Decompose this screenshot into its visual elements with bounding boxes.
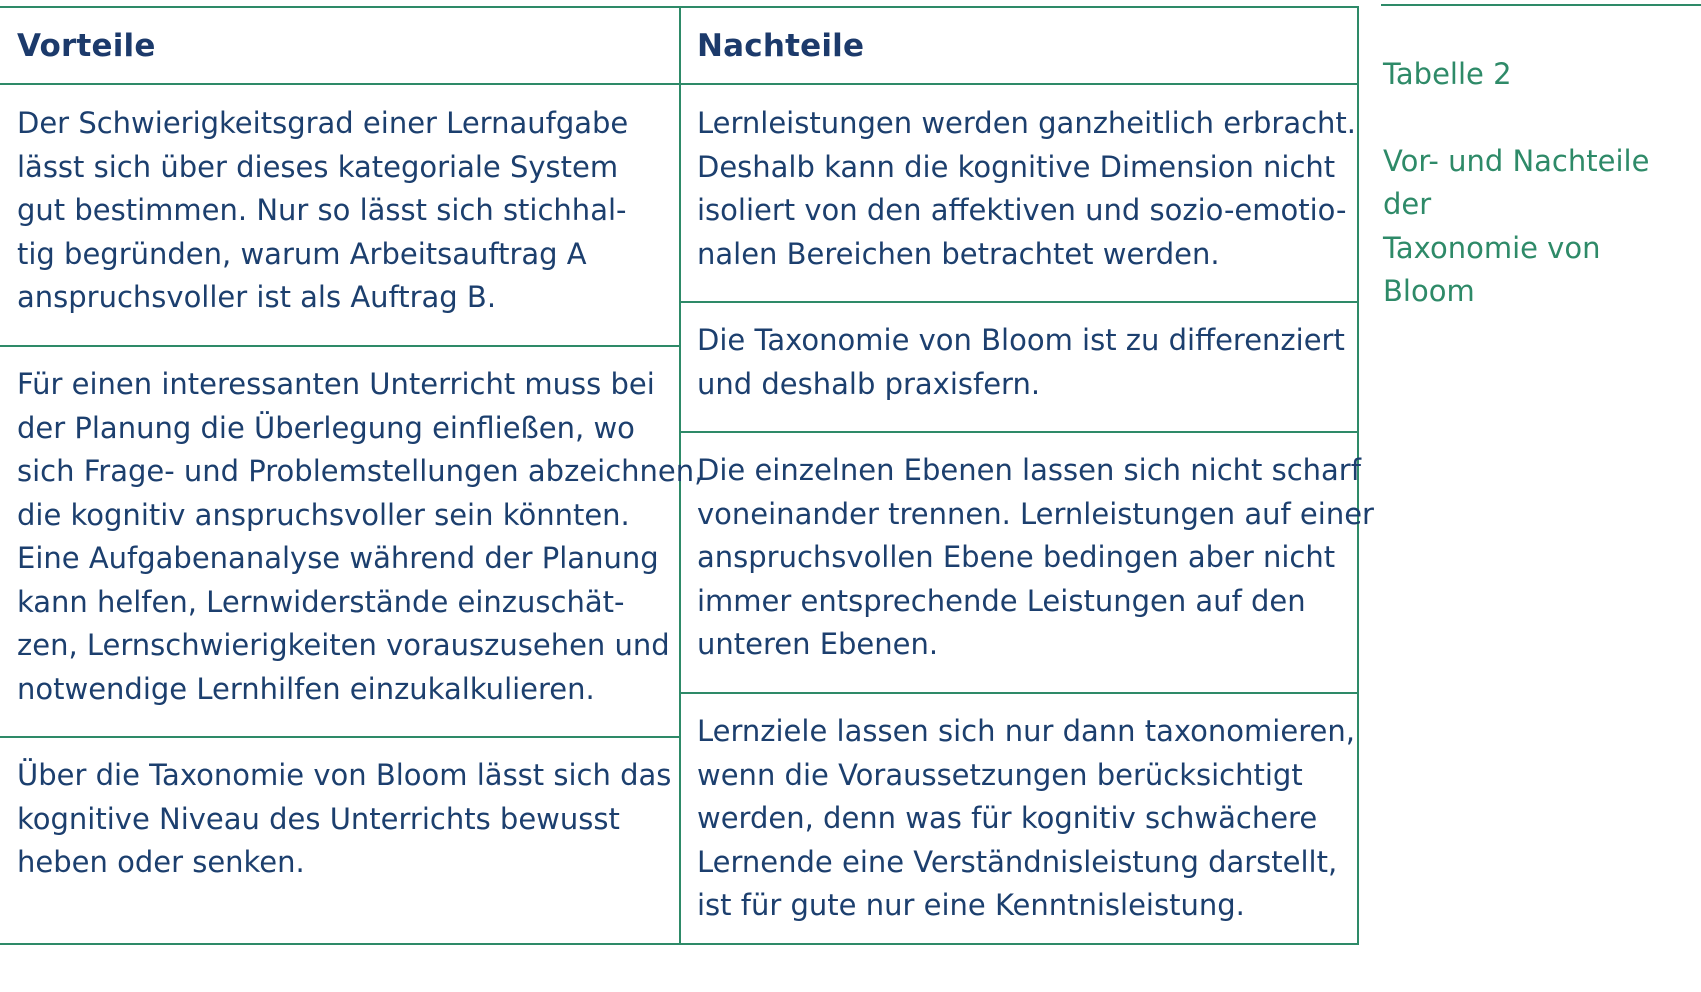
disadvantage-cell-1: Lernleistungen werden ganzheitlich erbracht. Deshalb kann die kognitive Dimension nicht isoliert von den affektiven und sozio-emotio- nalen Bereichen betrachtet werden. xyxy=(697,106,1357,271)
disadvantage-cell-2: Die Taxonomie von Bloom ist zu differenziert und deshalb praxisfern. xyxy=(697,323,1345,401)
header-advantages: Vorteile xyxy=(17,28,156,64)
row-separator-left-2 xyxy=(0,736,680,738)
header-separator-right xyxy=(680,83,1359,85)
disadvantage-cell-3: Die einzelnen Ebenen lassen sich nicht scharf voneinander trennen. Lernleistungen auf einer anspruchsvollen Ebene bedingen aber nicht immer entsprechende Leistungen auf den unteren Ebenen. xyxy=(697,453,1374,661)
caption-title: Vor- und Nachteile der Taxonomie von Bloom xyxy=(1383,143,1650,308)
advantage-cell-1: Der Schwierigkeitsgrad einer Lernaufgabe lässt sich über dieses kategoriale System gut bestimmen. Nur so lässt sich stichhal- tig begründen, warum Arbeitsauftrag A anspruchsvoller ist als Auftrag B. xyxy=(17,106,629,314)
disadvantage-cell-4: Lernziele lassen sich nur dann taxonomieren, wenn die Voraussetzungen berücksichtigt werden, denn was für kognitiv schwächere Lernende eine Verständnisleistung darstellt, ist für gute nur eine Kenntnisleistung. xyxy=(697,714,1355,922)
caption-label: Tabelle 2 xyxy=(1383,56,1512,91)
header-disadvantages: Nachteile xyxy=(697,28,865,64)
row-separator-right-2 xyxy=(680,431,1359,433)
header-separator-left xyxy=(0,83,680,85)
advantage-cell-3: Über die Taxonomie von Bloom lässt sich das kognitive Niveau des Unterrichts bewusst heben oder senken. xyxy=(17,758,672,879)
table-caption xyxy=(1383,9,1701,357)
advantage-cell-2: Für einen interessanten Unterricht muss bei der Planung die Überlegung einfließen, wo sich Frage- und Problemstellungen abzeichnen, die kognitiv anspruchsvoller sein könnten. Eine Aufgabenanalyse während der Planung kann helfen, Lernwiderstände einzuschät- zen, Lernschwierigkeiten vorauszusehen und notwendige Lernhilfen einzukalkulieren. xyxy=(17,367,704,706)
caption-rule xyxy=(1381,4,1701,6)
row-separator-right-1 xyxy=(680,301,1359,303)
row-separator-right-3 xyxy=(680,692,1359,694)
row-separator-left-1 xyxy=(0,345,680,347)
